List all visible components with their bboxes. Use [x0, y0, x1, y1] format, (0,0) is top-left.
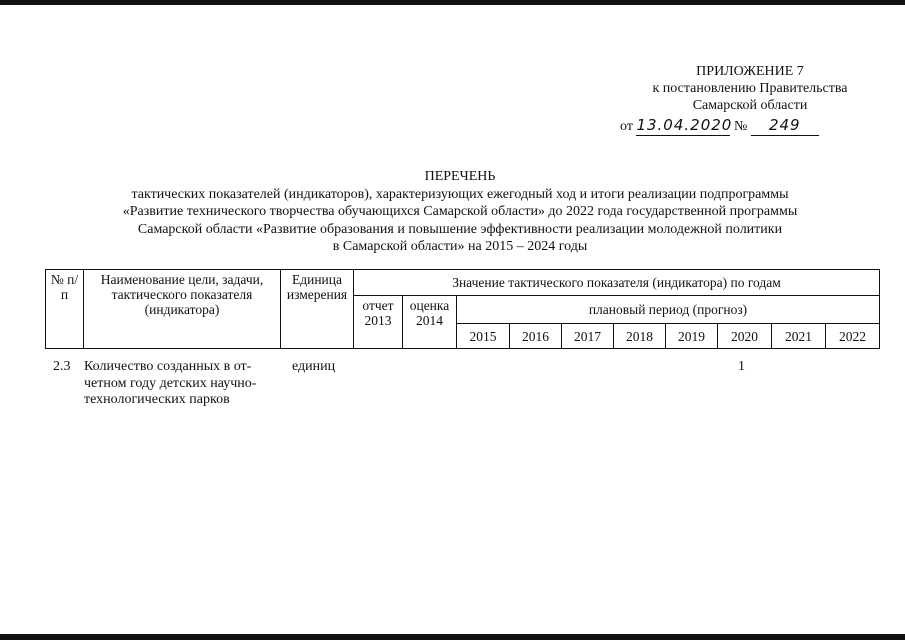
col-name-header: Наименование цели, задачи, тактического показателя (индикатора) [84, 270, 281, 349]
document-title [80, 168, 840, 256]
title-line3: Самарской области «Развитие образования и повышение эффективности реализации молодежной политики [137, 221, 783, 237]
from-label: от [620, 119, 633, 134]
title-line2: «Развитие технического творчества обучающихся Самарской области» до 2022 года государственной программы [122, 204, 798, 219]
year-cell: 2017 [562, 324, 614, 349]
title-line4: в Самарской области» на 2015 – 2024 годы [332, 239, 588, 254]
col-number-header: № п/п [46, 270, 84, 349]
year-cell: 2018 [614, 324, 666, 349]
appendix-header [600, 63, 900, 114]
row-name-line2: четном году детских научно- [84, 375, 257, 391]
row-name [84, 359, 256, 409]
date-handwritten: 13.04.2020 [636, 116, 733, 134]
number-label: № [733, 119, 748, 134]
col-values-header: Значение тактического показателя (индикатора) по годам [354, 270, 880, 296]
year-cell: 2020 [718, 324, 772, 349]
appendix-line3: Самарской области [692, 98, 808, 113]
col-plan-period: плановый период (прогноз) [457, 296, 880, 324]
col-report-2013: отчет 2013 [354, 296, 403, 349]
row-name-line3: технологических парков [84, 392, 230, 407]
row-unit: единиц [292, 359, 336, 374]
col-estimate-2014: оценка 2014 [403, 296, 457, 349]
bottom-scan-border [0, 634, 905, 640]
decree-date-number [620, 116, 819, 136]
number-field [751, 116, 819, 136]
date-field [636, 116, 733, 136]
title-heading: ПЕРЕЧЕНЬ [424, 169, 496, 184]
year-cell: 2015 [457, 324, 510, 349]
year-cell: 2022 [826, 324, 880, 349]
appendix-title: ПРИЛОЖЕНИЕ 7 [696, 64, 804, 79]
year-cell: 2021 [772, 324, 826, 349]
year-cell: 2019 [666, 324, 718, 349]
title-line1: тактических показателей (индикаторов), характеризующих ежегодный ход и итоги реализации подпрограммы [131, 186, 789, 202]
number-handwritten: 249 [768, 116, 801, 134]
row-number: 2.3 [53, 359, 71, 374]
row-value-2020: 1 [738, 359, 745, 374]
indicator-table-header [45, 269, 880, 349]
top-scan-border [0, 0, 905, 5]
row-name-line1: Количество созданных в от- [84, 359, 252, 374]
col-unit-header: Единица измерения [281, 270, 354, 349]
appendix-line2: к постановлению Правительства [652, 81, 848, 96]
year-cell: 2016 [510, 324, 562, 349]
